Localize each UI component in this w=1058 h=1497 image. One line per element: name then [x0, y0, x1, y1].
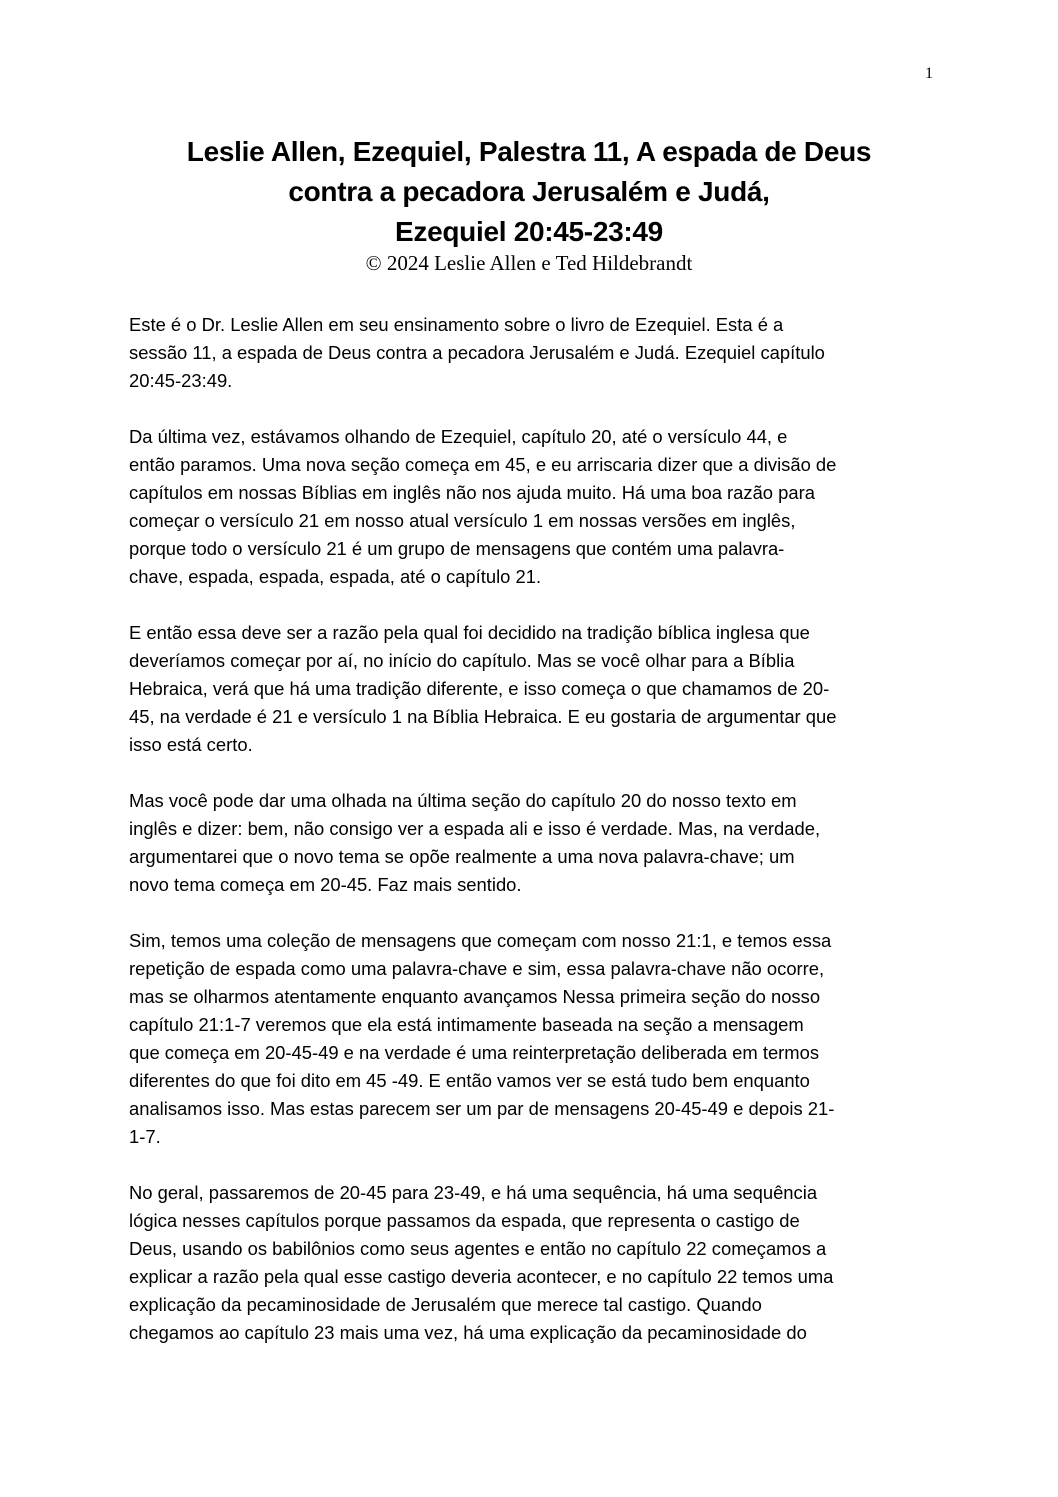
text-line: isso está certo.	[129, 734, 253, 755]
text-line: novo tema começa em 20-45. Faz mais sentido.	[129, 874, 522, 895]
paragraph	[129, 311, 934, 395]
document-title-line-1: Leslie Allen, Ezequiel, Palestra 11, A espada de Deus	[186, 136, 872, 167]
text-line: explicação da pecaminosidade de Jerusalém que merece tal castigo. Quando	[129, 1294, 762, 1315]
text-line: chave, espada, espada, espada, até o capítulo 21.	[129, 566, 542, 587]
text-line: que começa em 20-45-49 e na verdade é uma reinterpretação deliberada em termos	[129, 1042, 820, 1063]
document-title-line-3: Ezequiel 20:45-23:49	[395, 216, 663, 247]
copyright-notice: © 2024 Leslie Allen e Ted Hildebrandt	[365, 251, 693, 275]
text-line: Este é o Dr. Leslie Allen em seu ensinamento sobre o livro de Ezequiel. Esta é a	[129, 314, 784, 335]
page-number: 1	[925, 65, 933, 82]
paragraph	[129, 927, 934, 1151]
text-line: repetição de espada como uma palavra-chave e sim, essa palavra-chave não ocorre,	[129, 958, 825, 979]
paragraph	[129, 619, 934, 759]
text-line: analisamos isso. Mas estas parecem ser um par de mensagens 20-45-49 e depois 21-	[129, 1098, 835, 1119]
text-line: começar o versículo 21 em nosso atual versículo 1 em nossas versões em inglês,	[129, 510, 796, 531]
text-line: argumentarei que o novo tema se opõe realmente a uma nova palavra-chave; um	[129, 846, 795, 867]
paragraph	[129, 423, 934, 591]
document-header	[0, 132, 1058, 274]
text-line: mas se olharmos atentamente enquanto avançamos Nessa primeira seção do nosso	[129, 986, 821, 1007]
text-line: 1-7.	[129, 1126, 161, 1147]
text-line: 20:45-23:49.	[129, 370, 233, 391]
text-line: porque todo o versículo 21 é um grupo de mensagens que contém uma palavra-	[129, 538, 785, 559]
text-line: Da última vez, estávamos olhando de Ezequiel, capítulo 20, até o versículo 44, e	[129, 426, 788, 447]
text-line: sessão 11, a espada de Deus contra a pecadora Jerusalém e Judá. Ezequiel capítulo	[129, 342, 825, 363]
text-line: capítulo 21:1-7 veremos que ela está intimamente baseada na seção a mensagem	[129, 1014, 804, 1035]
paragraph	[129, 1179, 934, 1347]
text-line: então paramos. Uma nova seção começa em 45, e eu arriscaria dizer que a divisão de	[129, 454, 837, 475]
text-line: chegamos ao capítulo 23 mais uma vez, há uma explicação da pecaminosidade do	[129, 1322, 807, 1343]
text-line: E então essa deve ser a razão pela qual foi decidido na tradição bíblica inglesa que	[129, 622, 810, 643]
text-line: 45, na verdade é 21 e versículo 1 na Bíblia Hebraica. E eu gostaria de argumentar que	[129, 706, 837, 727]
text-line: deveríamos começar por aí, no início do capítulo. Mas se você olhar para a Bíblia	[129, 650, 795, 671]
text-line: Sim, temos uma coleção de mensagens que começam com nosso 21:1, e temos essa	[129, 930, 832, 951]
paragraph	[129, 787, 934, 899]
document-body	[129, 311, 934, 1375]
document-title-line-2: contra a pecadora Jerusalém e Judá,	[288, 176, 770, 207]
text-line: diferentes do que foi dito em 45 -49. E então vamos ver se está tudo bem enquanto	[129, 1070, 810, 1091]
text-line: Deus, usando os babilônios como seus agentes e então no capítulo 22 começamos a	[129, 1238, 827, 1259]
text-line: lógica nesses capítulos porque passamos da espada, que representa o castigo de	[129, 1210, 800, 1231]
text-line: No geral, passaremos de 20-45 para 23-49, e há uma sequência, há uma sequência	[129, 1182, 818, 1203]
text-line: inglês e dizer: bem, não consigo ver a espada ali e isso é verdade. Mas, na verdade,	[129, 818, 821, 839]
text-line: explicar a razão pela qual esse castigo deveria acontecer, e no capítulo 22 temos uma	[129, 1266, 834, 1287]
text-line: capítulos em nossas Bíblias em inglês não nos ajuda muito. Há uma boa razão para	[129, 482, 815, 503]
text-line: Mas você pode dar uma olhada na última seção do capítulo 20 do nosso texto em	[129, 790, 797, 811]
text-line: Hebraica, verá que há uma tradição diferente, e isso começa o que chamamos de 20-	[129, 678, 830, 699]
